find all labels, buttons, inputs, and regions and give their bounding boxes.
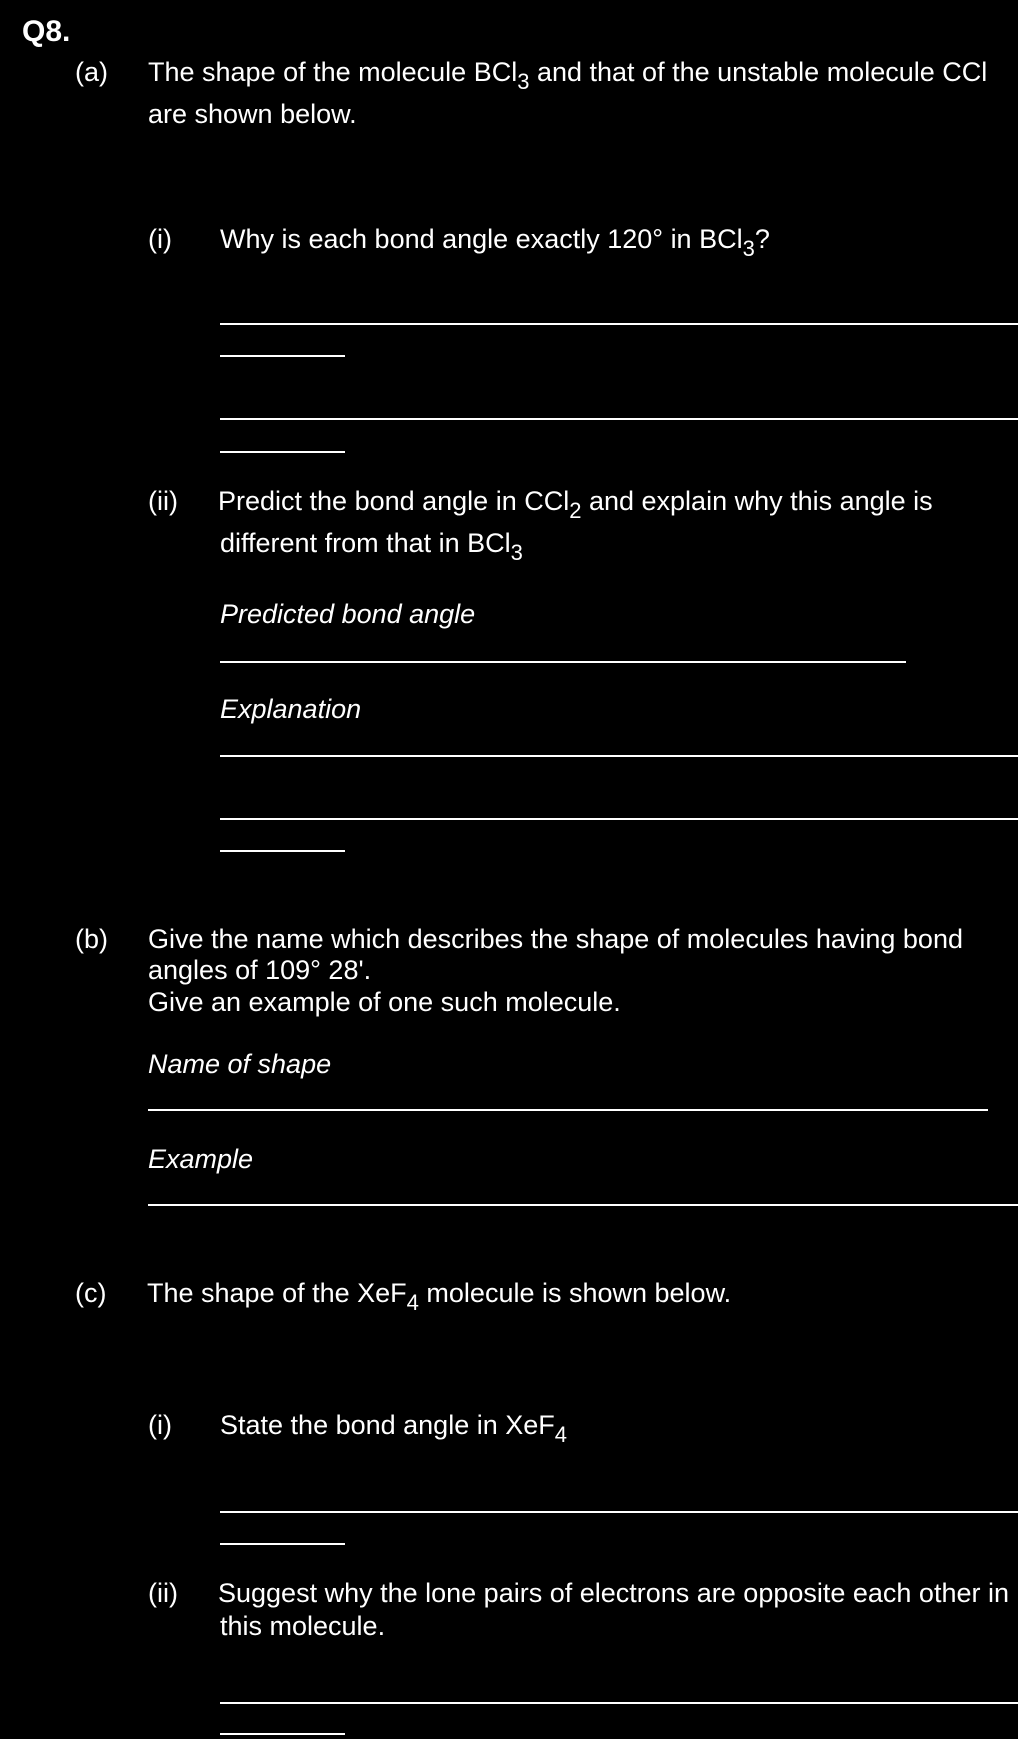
answer-line[interactable] [220, 1702, 1018, 1704]
answer-line[interactable] [220, 323, 1018, 325]
part-a-i-label: (i) [148, 224, 172, 254]
answer-line[interactable] [220, 1733, 345, 1735]
explanation-label: Explanation [220, 694, 362, 724]
part-b-question-line3: Give an example of one such molecule. [148, 987, 621, 1017]
answer-line[interactable] [220, 355, 345, 357]
part-b-question-line2: angles of 109° 28'. [148, 955, 372, 985]
part-c-i-question: State the bond angle in XeF$_4$ [220, 1410, 567, 1447]
part-a-ii-question: Predict the bond angle in CCl$_2$ and explain why this angle is [218, 486, 933, 523]
answer-line[interactable] [148, 1204, 1018, 1206]
example-label: Example [148, 1144, 254, 1174]
predicted-bond-angle-label: Predicted bond angle [220, 599, 476, 629]
answer-line[interactable] [148, 1109, 988, 1111]
part-c-i-label: (i) [148, 1410, 172, 1440]
part-c-ii-question-line2: this molecule. [220, 1611, 386, 1641]
part-a-label: (a) [75, 57, 108, 87]
answer-line[interactable] [220, 1511, 1018, 1513]
part-a-i-question: Why is each bond angle exactly 120° in BCl$_3$? [220, 224, 770, 261]
name-of-shape-label: Name of shape [148, 1049, 332, 1079]
answer-line[interactable] [220, 850, 345, 852]
part-b-label: (b) [75, 924, 108, 954]
answer-line[interactable] [220, 1543, 345, 1545]
part-a-ii-question-line2: different from that in BCl$_3$ [220, 528, 523, 565]
part-a-intro: The shape of the molecule BCl$_3$ and that of the unstable molecule CCl [148, 57, 988, 94]
part-c-ii-label: (ii) [148, 1578, 178, 1608]
part-a-ii-label: (ii) [148, 486, 178, 516]
part-b-question-line1: Give the name which describes the shape of molecules having bond [148, 924, 963, 954]
answer-line[interactable] [220, 418, 1018, 420]
part-a-intro-line2: are shown below. [148, 99, 357, 129]
answer-line[interactable] [220, 661, 906, 663]
answer-line[interactable] [220, 818, 1018, 820]
question-number: Q8. [22, 15, 71, 48]
part-c-label: (c) [75, 1278, 107, 1308]
answer-line[interactable] [220, 755, 1018, 757]
part-c-intro: The shape of the XeF$_4$ molecule is shown below. [147, 1278, 732, 1315]
answer-line[interactable] [220, 451, 345, 453]
part-c-ii-question-line1: Suggest why the lone pairs of electrons are opposite each other in [218, 1578, 1009, 1608]
